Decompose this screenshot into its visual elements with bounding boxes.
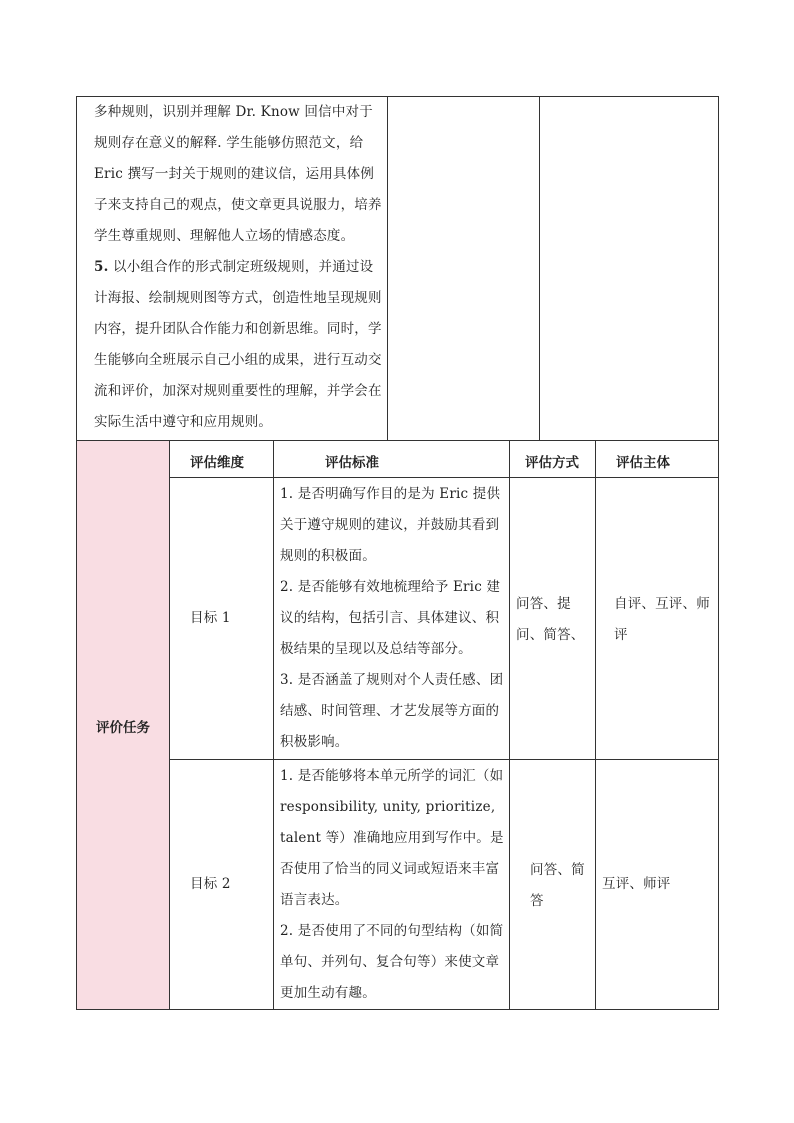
criteria-item: 1. 是否能够将本单元所学的词汇（如 responsibility, unity, prioritize, talent 等）准确地应用到写作中。是否使用了恰当的同义词或短语来丰富语言表达。 (280, 768, 504, 908)
table-border (387, 96, 388, 441)
objective-number: 5. (94, 259, 109, 275)
table-border (509, 440, 510, 1010)
table-border (76, 1009, 719, 1010)
table-border (169, 759, 719, 760)
objective-text: 以小组合作的形式制定班级规则，并通过设计海报、绘制规则图等方式，创造性地呈现规则内容，提升团队合作能力和创新思维。同时，学生能够向全班展示自己小组的成果，进行互动交流和评价，加深对规则重要性的理解，并学会在实际生活中遵守和应用规则。 (94, 259, 382, 430)
row-method: 问答、简答 (530, 862, 585, 909)
row-criteria (280, 479, 504, 758)
table-border (273, 440, 274, 1010)
objectives-text (94, 97, 382, 438)
table-border (169, 440, 170, 1010)
header-criteria: 评估标准 (325, 455, 379, 471)
criteria-item: 3. 是否涵盖了规则对个人责任感、团结感、时间管理、才艺发展等方面的积极影响。 (280, 672, 504, 750)
row-subject: 互评、师评 (602, 876, 671, 892)
header-subject: 评估主体 (616, 455, 670, 471)
header-method: 评估方式 (525, 455, 579, 471)
table-border (169, 477, 719, 478)
row-dimension: 目标 1 (190, 610, 231, 626)
objective-paragraph (94, 252, 382, 438)
table-border (539, 96, 540, 441)
objective-paragraph: 多种规则，识别并理解 Dr. Know 回信中对于规则存在意义的解释. 学生能够仿照范文，给 Eric 撰写一封关于规则的建议信，运用具体例子来支持自己的观点，使文章更具说服力，培养学生尊重规则、理解他人立场的情感态度。 (94, 104, 382, 244)
row-method: 问答、提问、简答、 (516, 596, 585, 643)
criteria-item: 2. 是否能够有效地梳理给予 Eric 建议的结构，包括引言、具体建议、积极结果的呈现以及总结等部分。 (280, 579, 501, 657)
criteria-item: 1. 是否明确写作目的是为 Eric 提供关于遵守规则的建议，并鼓励其看到规则的积极面。 (280, 486, 501, 564)
row-criteria (280, 761, 504, 1009)
criteria-item: 2. 是否使用了不同的句型结构（如简单句、并列句、复合句等）来使文章更加生动有趣。 (280, 923, 504, 1001)
table-border (595, 440, 596, 1010)
row-dimension: 目标 2 (190, 876, 231, 892)
section-label: 评价任务 (96, 720, 150, 736)
table-border (76, 96, 77, 1010)
row-subject: 自评、互评、师评 (614, 596, 710, 643)
table-border (76, 440, 719, 441)
table-border (718, 96, 719, 1010)
header-dimension: 评估维度 (190, 455, 244, 471)
